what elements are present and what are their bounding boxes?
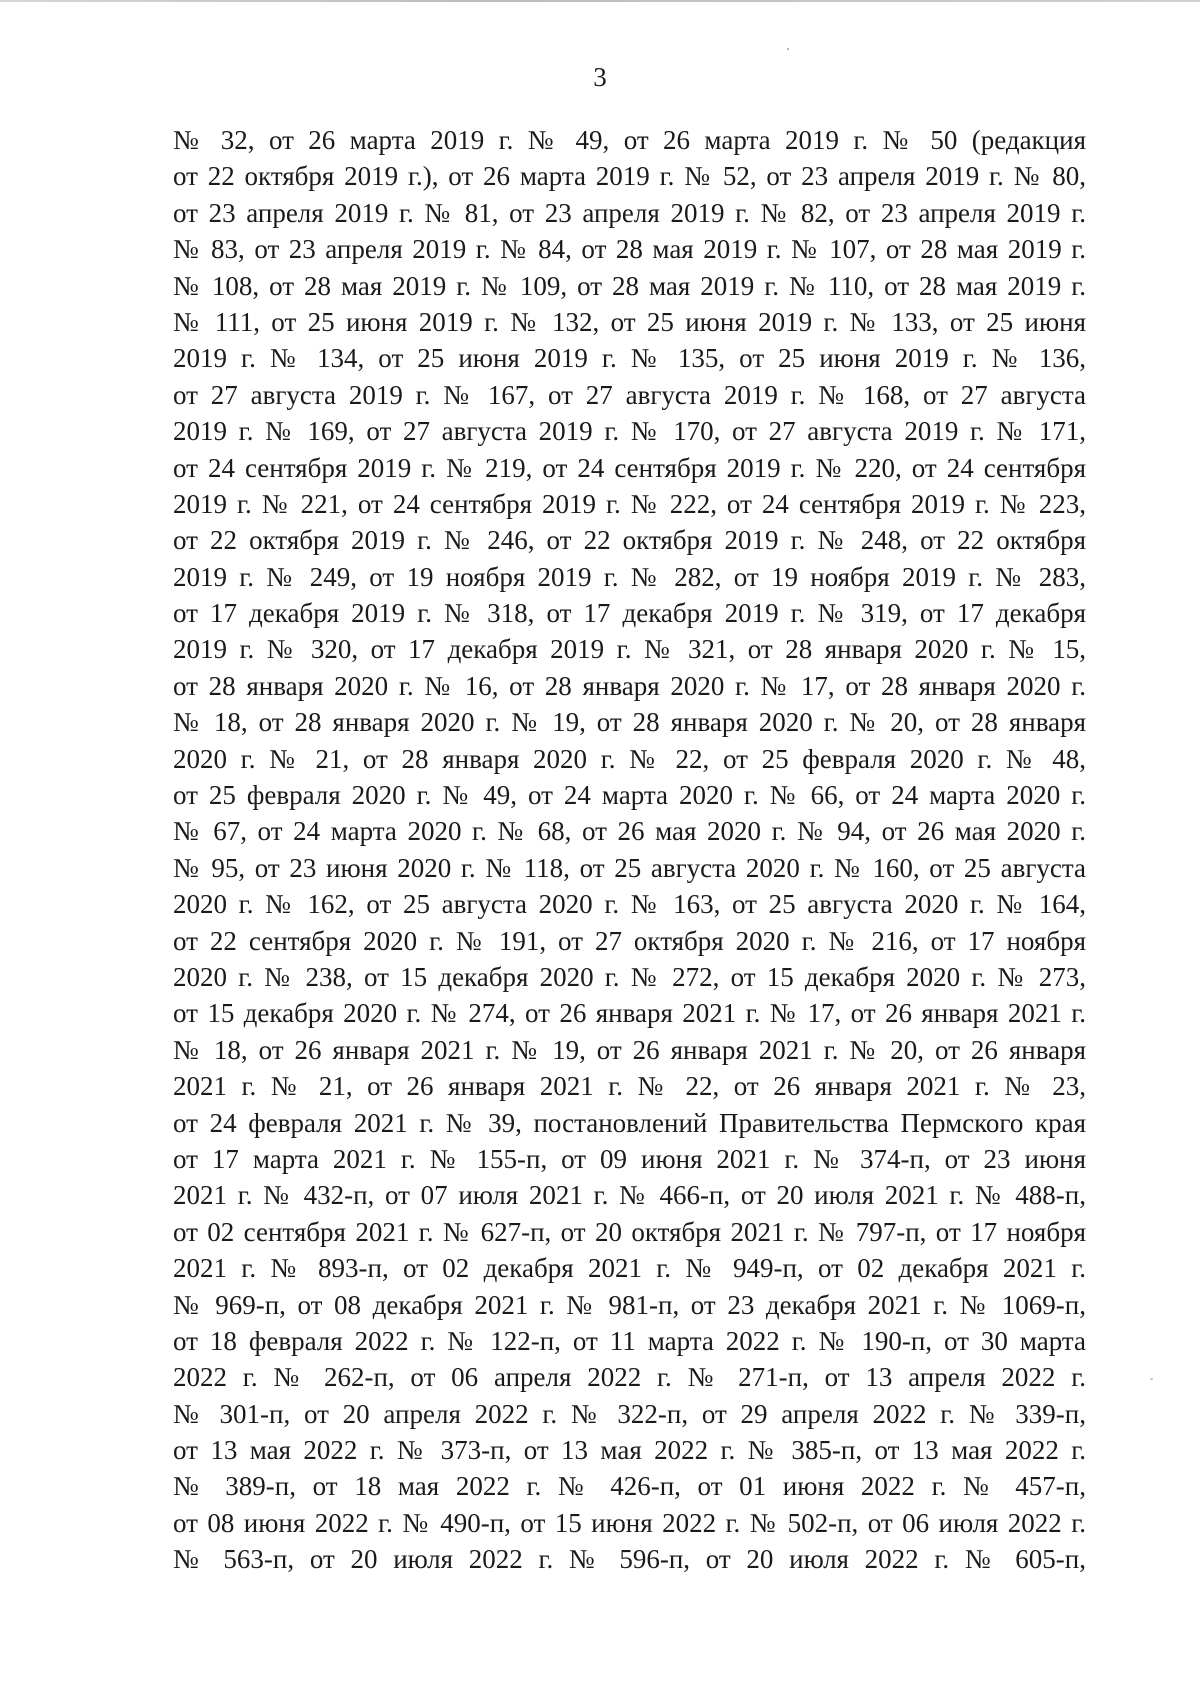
text-line: 2019 г. № 320, от 17 декабря 2019 г. № 321, от 28 января 2020 г. № 15, xyxy=(173,634,1086,665)
text-line: от 28 января 2020 г. № 16, от 28 января 2020 г. № 17, от 28 января 2020 г. xyxy=(173,670,1086,701)
body-text xyxy=(173,122,1086,1578)
scan-speck xyxy=(1150,1378,1153,1380)
text-line: от 22 сентября 2020 г. № 191, от 27 октября 2020 г. № 216, от 17 ноября xyxy=(173,925,1086,956)
text-line: № 18, от 28 января 2020 г. № 19, от 28 января 2020 г. № 20, от 28 января xyxy=(173,707,1086,738)
text-line: № 83, от 23 апреля 2019 г. № 84, от 28 мая 2019 г. № 107, от 28 мая 2019 г. xyxy=(173,234,1086,265)
text-line: 2021 г. № 21, от 26 января 2021 г. № 22, от 26 января 2021 г. № 23, xyxy=(173,1071,1086,1102)
text-line: № 111, от 25 июня 2019 г. № 132, от 25 июня 2019 г. № 133, от 25 июня xyxy=(173,306,1086,337)
text-line: от 24 февраля 2021 г. № 39, постановлений Правительства Пермского края xyxy=(173,1107,1086,1138)
text-line: № 563-п, от 20 июля 2022 г. № 596-п, от 20 июля 2022 г. № 605-п, xyxy=(173,1544,1086,1575)
text-line: № 95, от 23 июня 2020 г. № 118, от 25 августа 2020 г. № 160, от 25 августа xyxy=(173,852,1086,883)
text-line: 2020 г. № 21, от 28 января 2020 г. № 22, от 25 февраля 2020 г. № 48, xyxy=(173,743,1086,774)
text-line: от 02 сентября 2021 г. № 627-п, от 20 октября 2021 г. № 797-п, от 17 ноября xyxy=(173,1216,1086,1247)
text-line: 2022 г. № 262-п, от 06 апреля 2022 г. № 271-п, от 13 апреля 2022 г. xyxy=(173,1362,1086,1393)
page-number: 3 xyxy=(593,62,607,92)
text-line: от 17 декабря 2019 г. № 318, от 17 декабря 2019 г. № 319, от 17 декабря xyxy=(173,598,1086,629)
text-line: от 08 июня 2022 г. № 490-п, от 15 июня 2022 г. № 502-п, от 06 июля 2022 г. xyxy=(173,1507,1086,1538)
text-line: 2019 г. № 249, от 19 ноября 2019 г. № 282, от 19 ноября 2019 г. № 283, xyxy=(173,561,1086,592)
text-line: 2020 г. № 238, от 15 декабря 2020 г. № 272, от 15 декабря 2020 г. № 273, xyxy=(173,961,1086,992)
text-line: № 969-п, от 08 декабря 2021 г. № 981-п, от 23 декабря 2021 г. № 1069-п, xyxy=(173,1289,1086,1320)
text-line: № 18, от 26 января 2021 г. № 19, от 26 января 2021 г. № 20, от 26 января xyxy=(173,1034,1086,1065)
text-line: 2019 г. № 169, от 27 августа 2019 г. № 170, от 27 августа 2019 г. № 171, xyxy=(173,416,1086,447)
page-top-edge xyxy=(0,0,1200,2)
text-line: от 24 сентября 2019 г. № 219, от 24 сентября 2019 г. № 220, от 24 сентября xyxy=(173,452,1086,483)
text-line: № 32, от 26 марта 2019 г. № 49, от 26 марта 2019 г. № 50 (редакция xyxy=(173,125,1086,155)
text-line: 2021 г. № 893-п, от 02 декабря 2021 г. № 949-п, от 02 декабря 2021 г. xyxy=(173,1253,1086,1284)
text-line: 2020 г. № 162, от 25 августа 2020 г. № 163, от 25 августа 2020 г. № 164, xyxy=(173,889,1086,920)
text-line: № 67, от 24 марта 2020 г. № 68, от 26 мая 2020 г. № 94, от 26 мая 2020 г. xyxy=(173,816,1086,847)
text-line: 2019 г. № 221, от 24 сентября 2019 г. № 222, от 24 сентября 2019 г. № 223, xyxy=(173,488,1086,519)
scan-speck xyxy=(787,48,789,50)
text-line: от 25 февраля 2020 г. № 49, от 24 марта 2020 г. № 66, от 24 марта 2020 г. xyxy=(173,780,1086,811)
text-line: от 15 декабря 2020 г. № 274, от 26 января 2021 г. № 17, от 26 января 2021 г. xyxy=(173,998,1086,1029)
text-line: от 27 августа 2019 г. № 167, от 27 августа 2019 г. № 168, от 27 августа xyxy=(173,379,1086,410)
text-line: от 13 мая 2022 г. № 373-п, от 13 мая 2022 г. № 385-п, от 13 мая 2022 г. xyxy=(173,1435,1086,1466)
text-line: № 301-п, от 20 апреля 2022 г. № 322-п, от 29 апреля 2022 г. № 339-п, xyxy=(173,1398,1086,1429)
text-line: от 22 октября 2019 г. № 246, от 22 октября 2019 г. № 248, от 22 октября xyxy=(173,525,1086,556)
text-line: № 108, от 28 мая 2019 г. № 109, от 28 мая 2019 г. № 110, от 28 мая 2019 г. xyxy=(173,270,1086,301)
text-line: от 18 февраля 2022 г. № 122-п, от 11 марта 2022 г. № 190-п, от 30 марта xyxy=(173,1325,1086,1356)
text-line: 2019 г. № 134, от 25 июня 2019 г. № 135, от 25 июня 2019 г. № 136, xyxy=(173,343,1086,374)
text-line: 2021 г. № 432-п, от 07 июля 2021 г. № 466-п, от 20 июля 2021 г. № 488-п, xyxy=(173,1180,1086,1211)
text-line: от 23 апреля 2019 г. № 81, от 23 апреля 2019 г. № 82, от 23 апреля 2019 г. xyxy=(173,197,1086,228)
text-line: № 389-п, от 18 мая 2022 г. № 426-п, от 01 июня 2022 г. № 457-п, xyxy=(173,1471,1086,1502)
text-line: от 22 октября 2019 г.), от 26 марта 2019 г. № 52, от 23 апреля 2019 г. № 80, xyxy=(173,161,1086,192)
text-line: от 17 марта 2021 г. № 155-п, от 09 июня 2021 г. № 374-п, от 23 июня xyxy=(173,1143,1086,1174)
